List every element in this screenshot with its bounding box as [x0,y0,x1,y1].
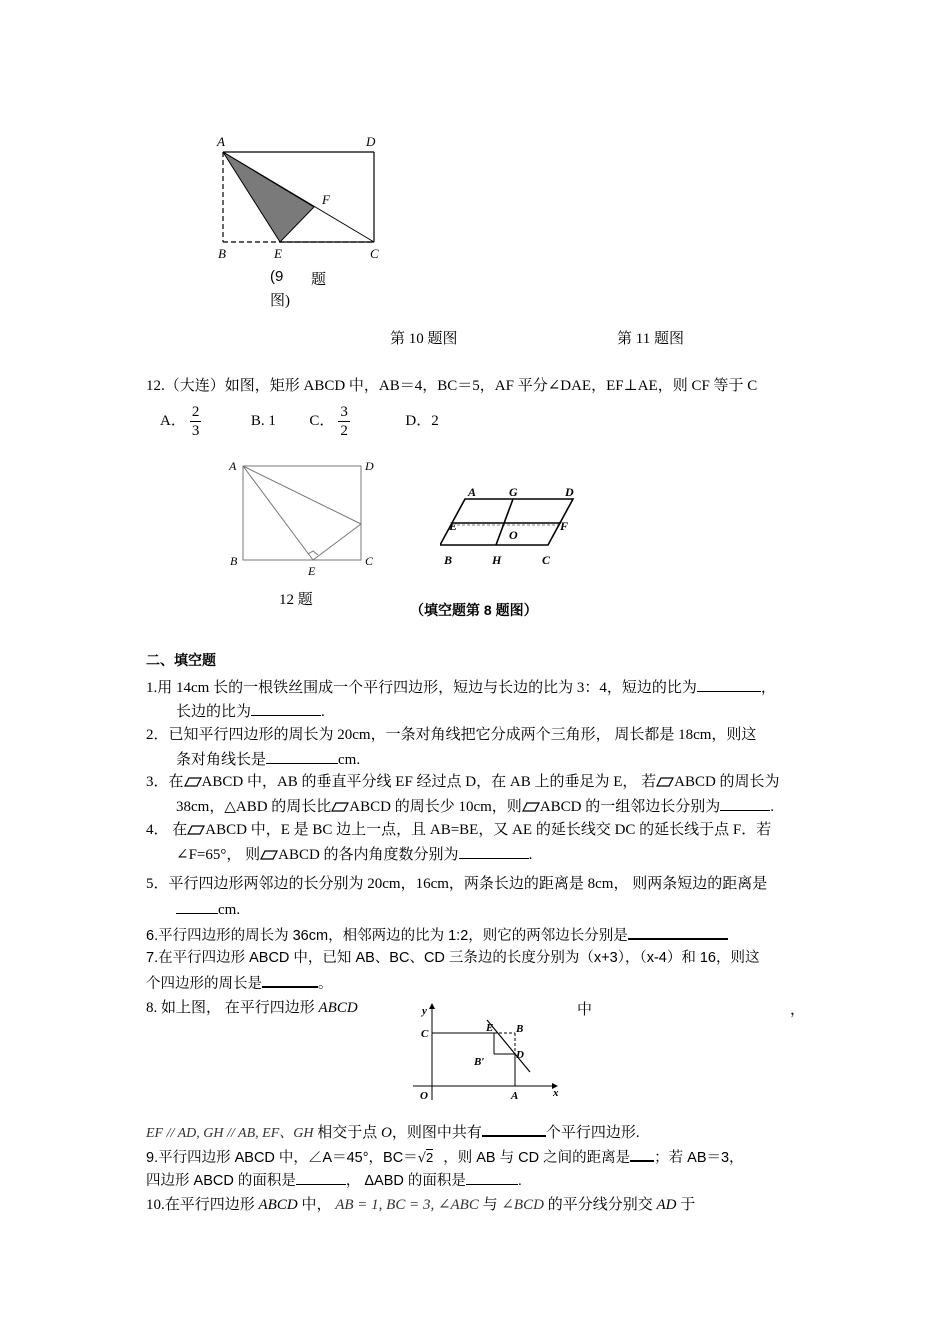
label-e: E [449,519,458,533]
q4-text: 4． 在 [146,822,188,838]
q12-options [160,400,439,442]
figure-12 [225,455,385,580]
answer-blank[interactable] [262,972,318,988]
sqrt-symbol: √ [417,1151,426,1166]
q12-stem: 12.（大连）如图，矩形 ABCD 中，AB＝4，BC＝5，AF 平分∠DAE，EF⊥AE，则 CF 等于 C [146,378,758,394]
fig9-caption-1: (9 [270,268,284,285]
q12-option-c-fraction [338,403,350,440]
label-y: y [422,1005,427,1017]
shaded-triangle [223,152,314,242]
label-f: F [322,192,330,207]
q3-text-e: ABCD 的周长少 10cm，则 [349,799,522,815]
answer-blank[interactable] [720,796,770,811]
q8-mid: 中 [577,1002,593,1018]
question-5-line-1: 5．平行四边形两邻边的长分别为 20cm，16cm，两条长边的距离是 8cm， 则两条短边的距离是 [146,876,768,892]
question-8-line-2 [146,1121,640,1144]
q9-text-d: 四边形 ABCD 的面积是 [146,1173,296,1189]
q9-text-b: ，则 AB 与 CD 之间的距离是 [443,1150,631,1166]
label-c: C [365,554,374,568]
question-10 [146,1195,695,1215]
parallelogram-icon [331,802,349,812]
fig9-caption-3: 图) [270,293,290,309]
answer-blank[interactable] [296,1170,346,1185]
question-3-line-2 [176,796,774,817]
fig9-caption-2: 题 [311,272,327,288]
question-2-line-2 [176,749,360,770]
q3-text-d: 38cm，△ABD 的周长比 [176,799,332,815]
answer-blank[interactable] [251,701,321,716]
label-b: B [218,246,226,261]
q4-text-b: ABCD 中，E 是 BC 边上一点，且 AB=BE，又 AE 的延长线交 DC 的延长线于点 F．若 [205,822,772,838]
q5-unit: cm. [218,902,241,918]
q9-sqrt-value: 2 [425,1150,434,1165]
answer-blank[interactable] [628,924,728,940]
q10-text-d: 的平分线分别交 [543,1197,657,1213]
q12-option-d: D．2 [405,413,439,429]
question-4-line-1 [146,820,771,840]
question-7-line-1: 7.在平行四边形 ABCD 中，已知 AB、BC、CD 三条边的长度分别为（x+3），（x-4）和 16，则这 [146,950,760,966]
q8-o: O [380,1125,392,1141]
question-1-line-2 [176,701,325,722]
label-b: B [444,553,453,567]
label-o: O [509,528,518,542]
figure-9 [210,130,390,265]
label-d: D [516,1049,524,1061]
q3-text-c: ABCD 的周长为 [674,774,780,790]
question-4-line-2 [176,844,532,865]
label-a: A [217,134,225,149]
frac-numerator: 3 [340,404,348,421]
question-2-line-1: 2．已知平行四边形的周长为 20cm，一条对角线把它分成两个三角形， 周长都是 18cm，则这 [146,727,757,743]
q1-text: 1.用 14cm 长的一根铁丝围成一个平行四边形，短边与长边的比为 3：4，短边的比为 [146,680,697,696]
fig10-caption: 第 10 题图 [390,331,458,347]
question-9-line-1 [146,1146,744,1169]
q3-text-f: ABCD 的一组邻边长分别为 [539,799,721,815]
section-title: 二、填空题 [146,652,216,668]
q6-text: 6.平行四边形的周长为 36cm，相邻两边的比为 1:2，则它的两邻边长分别是 [146,928,628,944]
label-d: D [365,459,374,473]
q3-text: 3．在 [146,774,184,790]
q10-text: 10.在平行四边形 [146,1197,259,1213]
answer-blank[interactable] [459,844,529,859]
q8-text-e: 个平行四边形. [545,1125,640,1141]
parallelogram-icon [184,777,202,787]
label-a: A [229,459,237,473]
frac-numerator: 2 [191,404,200,421]
q8-text: 8. 如上图， 在平行四边形 [146,1000,319,1016]
label-x: x [553,1087,559,1099]
q7-text: 个四边形的周长是 [146,976,262,992]
question-9-line-2 [146,1170,522,1191]
label-h: H [492,553,502,567]
label-c: C [542,553,551,567]
q4-period: . [528,847,533,863]
q10-ad: AD [656,1197,677,1213]
q9-text-e: ， ΔABD 的面积是 [345,1173,466,1189]
q8-abcd: ABCD [318,1000,358,1016]
answer-blank[interactable] [176,899,218,914]
q9-text-c: ；若 AB＝3， [654,1150,744,1166]
label-d: D [366,134,376,149]
label-d: D [565,485,574,499]
question-5-line-2 [176,899,240,920]
q12-option-b: B. 1 [250,413,276,429]
label-c: C [421,1028,429,1040]
q7-end: 。 [318,976,333,992]
label-o: O [420,1090,428,1102]
q3-period: . [770,799,774,815]
label-c: C [370,246,379,261]
label-b-prime: B′ [474,1056,485,1068]
fig11-caption: 第 11 题图 [617,331,684,347]
question-8-line-1 [146,998,358,1018]
q10-abcd: ABCD [258,1197,298,1213]
label-e: E [274,246,282,261]
question-1-line-1 [146,677,776,698]
q10-text-e: 于 [676,1197,696,1213]
parallelogram-icon [656,777,674,787]
q10-text-b: 中， [297,1197,336,1213]
label-b: B [230,554,238,568]
label-e: E [308,564,316,578]
label-e: E [486,1022,494,1034]
frac-denominator: 3 [191,423,200,440]
label-f: F [560,519,569,533]
answer-blank[interactable] [482,1121,546,1137]
answer-blank[interactable] [630,1146,654,1162]
figure-coordinate [405,1000,565,1110]
q12-option-c: C． [309,413,335,429]
label-g: G [509,485,518,499]
answer-blank[interactable] [697,677,761,692]
q2-text: 条对角线长是 [176,752,267,768]
q1-text-2: 长边的比为 [176,704,252,720]
q3-text-b: ABCD 中，AB 的垂直平分线 EF 经过点 D，在 AB 上的垂足为 E， 若 [201,774,657,790]
parallelogram-icon [187,825,205,835]
q10-bcd: ∠BCD [501,1197,544,1213]
q9-period: . [517,1173,522,1189]
answer-blank[interactable] [266,749,338,764]
fig12-caption: 12 题 [279,592,313,608]
parallelogram-icon [522,802,540,812]
question-6 [146,924,728,946]
q10-text-c: 与 [478,1197,502,1213]
parallelogram-icon [260,850,278,860]
q12-option-a: A． [160,413,186,429]
label-a: A [468,485,477,499]
question-3-line-1 [146,772,780,792]
q4-text-c: ∠F=65°， 则 [176,847,261,863]
q2-unit: cm. [338,752,361,768]
q10-math: AB = 1, BC = 3, ∠ABC [335,1197,479,1213]
answer-blank[interactable] [466,1170,518,1185]
q4-text-d: ABCD 的各内角度数分别为 [278,847,459,863]
fig8-caption: （填空题第 8 题图） [410,602,538,618]
q8-comma: ， [790,1002,806,1018]
q9-text: 9.平行四边形 ABCD 中，∠A＝45°，BC＝ [146,1150,418,1166]
frac-denominator: 2 [340,423,348,440]
label-a: A [511,1090,519,1102]
q8-text-d: ，则图中共有 [391,1125,482,1141]
figure-8-parallelogram [440,482,590,572]
label-b: B [516,1023,524,1035]
q1-comma: ， [760,680,776,696]
q12-option-a-fraction [190,403,202,440]
q8-text-c: 相交于点 [313,1125,381,1141]
q1-period: . [321,704,325,720]
question-7-line-2 [146,972,333,994]
q8-math: EF // AD, GH // AB, EF、GH [146,1126,314,1141]
